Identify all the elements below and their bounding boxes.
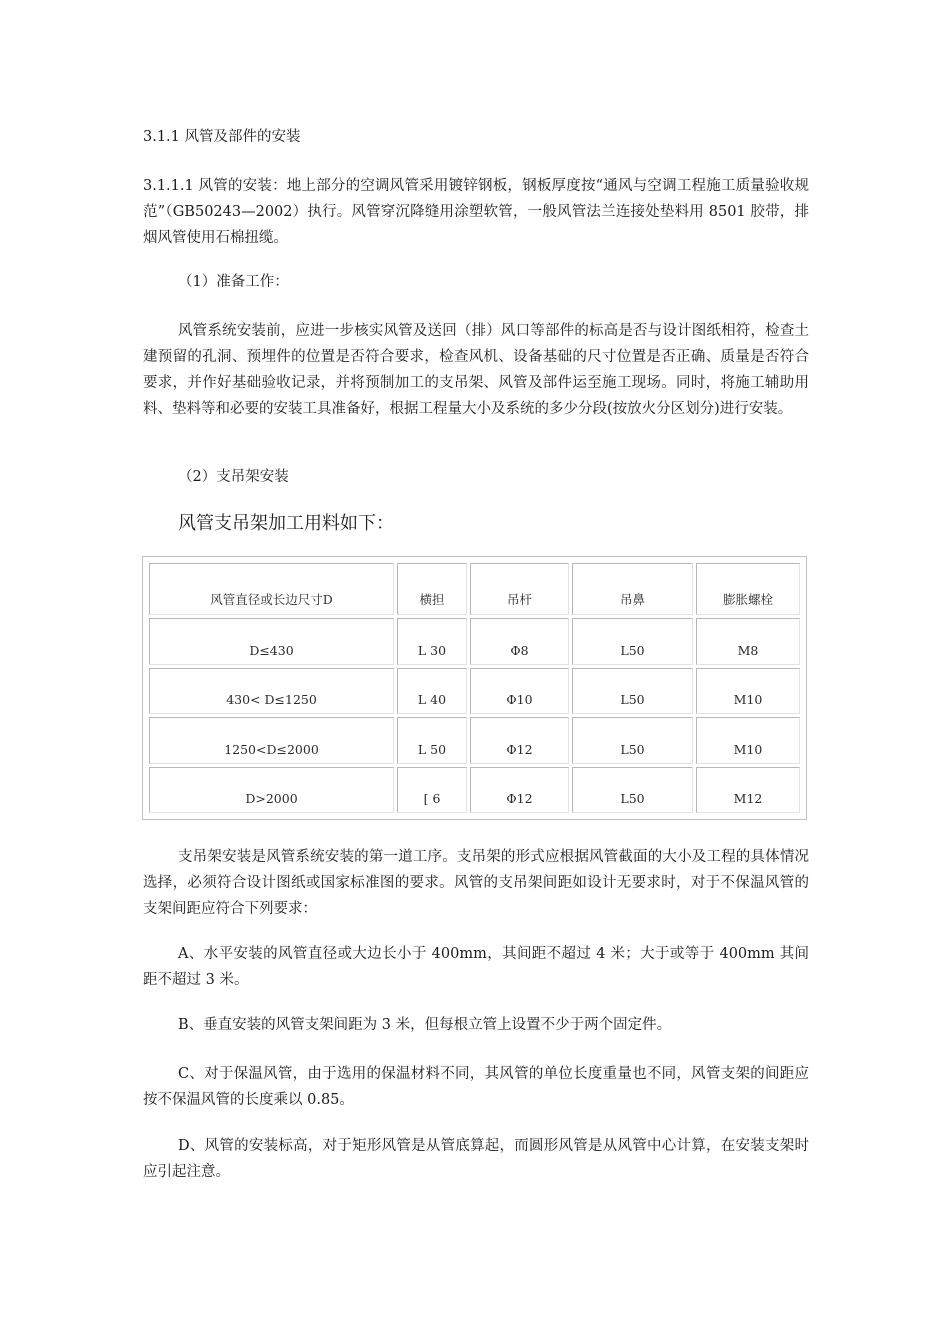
table-header-cell: 横担	[397, 563, 467, 615]
table-row	[149, 618, 800, 664]
intro-paragraph: 3.1.1.1 风管的安装：地上部分的空调风管采用镀锌钢板，钢板厚度按“通风与空调工程施工质量验收规范”（GB50243—2002）执行。风管穿沉降缝用涂塑软管，一般风管法兰连接处垫料用 8501 胶带，排烟风管使用石棉扭缆。	[143, 178, 809, 246]
item-d: D、风管的安装标高，对于矩形风管是从管底算起，而圆形风管是从风管中心计算，在安装支架时应引起注意。	[143, 1138, 809, 1180]
item-b: B、垂直安装的风管支架间距为 3 米，但每根立管上设置不少于两个固定件。	[178, 1017, 672, 1033]
table-header-cell: 膨胀螺栓	[696, 563, 800, 615]
table-header-row	[149, 563, 800, 615]
table-cell: L50	[572, 668, 693, 714]
table-title: 风管支吊架加工用料如下：	[178, 513, 394, 534]
table-header-cell: 吊鼻	[572, 563, 693, 615]
spec-table	[146, 560, 803, 816]
table-row	[149, 767, 800, 813]
table-cell: L 50	[397, 717, 467, 763]
spec-table-frame	[142, 556, 807, 820]
table-cell: L50	[572, 767, 693, 813]
item-c: C、对于保温风管，由于选用的保温材料不同，其风管的单位长度重量也不同，风管支架的间距应按不保温风管的长度乘以 0.85。	[143, 1066, 809, 1108]
table-cell: M10	[696, 668, 800, 714]
table-cell: M10	[696, 717, 800, 763]
table-cell: Φ10	[470, 668, 569, 714]
table-header-cell: 吊杆	[470, 563, 569, 615]
table-cell: L50	[572, 717, 693, 763]
table-cell: M8	[696, 618, 800, 664]
section-heading: 3.1.1 风管及部件的安装	[143, 129, 301, 145]
table-cell: D>2000	[149, 767, 394, 813]
prep-paragraph: 风管系统安装前，应进一步核实风管及送回（排）风口等部件的标高是否与设计图纸相符，检查土建预留的孔洞、预埋件的位置是否符合要求，检查风机、设备基础的尺寸位置是否正确、质量是否符合要求，并作好基础验收记录，并将预制加工的支吊架、风管及部件运至施工现场。同时，将施工辅助用料、垫料等和必要的安装工具准备好，根据工程量大小及系统的多少分段(按放火分区划分)进行安装。	[143, 323, 809, 417]
table-cell: M12	[696, 767, 800, 813]
table-cell: [ 6	[397, 767, 467, 813]
table-row	[149, 668, 800, 714]
support-paragraph: 支吊架安装是风管系统安装的第一道工序。支吊架的形式应根据风管截面的大小及工程的具体情况选择，必须符合设计图纸或国家标准图的要求。风管的支吊架间距如设计无要求时，对于不保温风管的支架间距应符合下列要求：	[143, 849, 809, 917]
table-cell: L 40	[397, 668, 467, 714]
table-row	[149, 717, 800, 763]
table-cell: D≤430	[149, 618, 394, 664]
table-cell: Φ12	[470, 717, 569, 763]
table-cell: 1250<D≤2000	[149, 717, 394, 763]
table-cell: L 30	[397, 618, 467, 664]
table-cell: L50	[572, 618, 693, 664]
table-cell: Φ8	[470, 618, 569, 664]
table-cell: Φ12	[470, 767, 569, 813]
support-heading: （2）支吊架安装	[178, 469, 289, 485]
table-cell: 430< D≤1250	[149, 668, 394, 714]
item-a: A、水平安装的风管直径或大边长小于 400mm，其间距不超过 4 米；大于或等于 400mm 其间距不超过 3 米。	[143, 946, 809, 988]
prep-heading: （1）准备工作：	[178, 274, 289, 290]
table-header-cell: 风管直径或长边尺寸D	[149, 563, 394, 615]
